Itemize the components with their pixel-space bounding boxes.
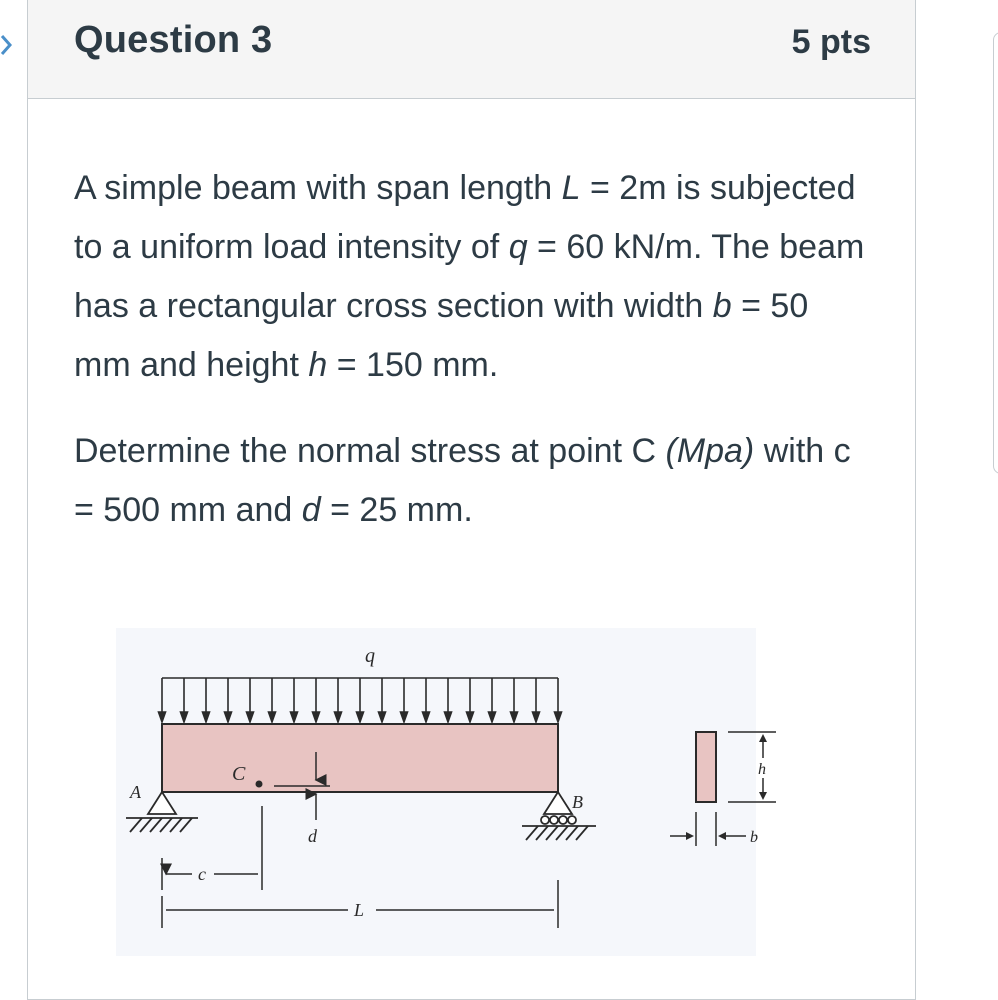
text-span: = 150 mm. xyxy=(327,346,499,384)
support-b-label: B xyxy=(572,792,583,812)
var-q: q xyxy=(508,228,528,266)
h-arrow-top xyxy=(759,734,767,742)
point-c-label: C xyxy=(232,763,246,785)
unit-mpa: (Mpa) xyxy=(665,432,755,470)
var-h: h xyxy=(308,346,328,384)
text-span: Determine the normal stress at point C xyxy=(74,432,666,470)
text-span: = 60 kN/m. The beam has a rectangular cross section with width xyxy=(74,228,865,325)
var-b: b xyxy=(712,287,732,325)
h-label: h xyxy=(758,761,766,778)
d-label: d xyxy=(308,826,317,846)
h-arrow-bottom xyxy=(759,792,767,800)
text-span: = 2m is subjected to a uniform load intensity of xyxy=(74,169,856,266)
text-span: A simple beam with span length xyxy=(74,169,562,207)
problem-task xyxy=(74,422,874,540)
support-a-label: A xyxy=(130,782,141,802)
cross-section xyxy=(696,732,716,802)
load-label-q: q xyxy=(365,645,375,667)
beam xyxy=(162,724,558,792)
var-L: L xyxy=(561,169,581,207)
text-span: with c = 500 mm and xyxy=(74,432,851,529)
chevron-right-icon[interactable] xyxy=(0,30,14,60)
beam-diagram xyxy=(86,628,776,958)
question-title: Question 3 xyxy=(74,19,273,61)
side-panel-edge xyxy=(993,32,998,474)
text-span: = 25 mm. xyxy=(320,491,473,529)
text-span: = 50 mm and height xyxy=(74,287,809,384)
question-header xyxy=(28,0,915,99)
point-c-marker xyxy=(256,781,263,788)
l-label: L xyxy=(354,900,365,920)
var-d: d xyxy=(301,491,321,529)
beam-figure xyxy=(86,628,776,958)
problem-statement xyxy=(74,159,874,395)
b-label: b xyxy=(750,829,758,846)
question-text xyxy=(74,159,874,540)
c-label: c xyxy=(198,864,206,884)
question-points: 5 pts xyxy=(791,23,871,61)
